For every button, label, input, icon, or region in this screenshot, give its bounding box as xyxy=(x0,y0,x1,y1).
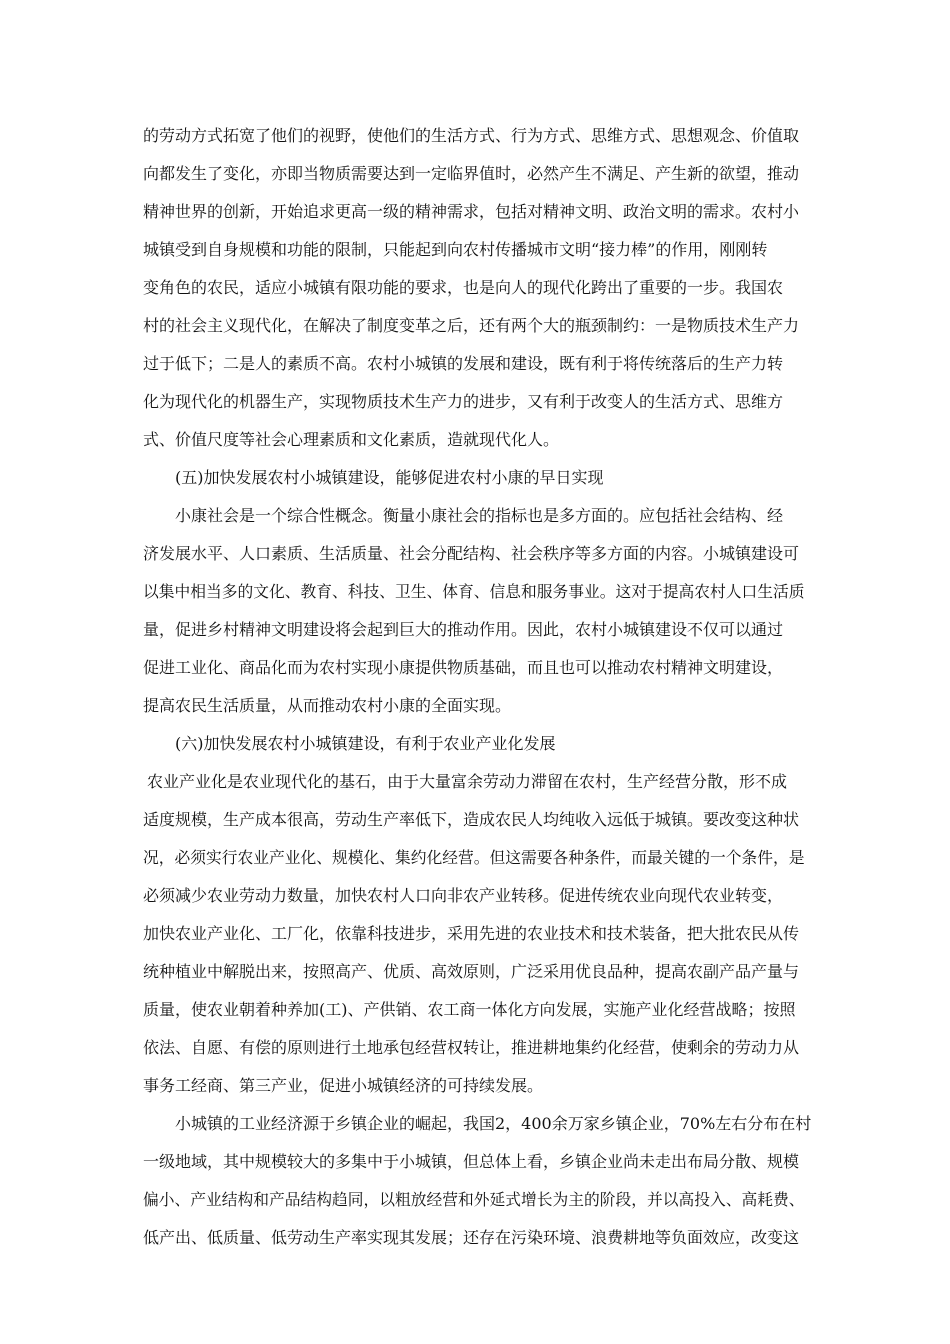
text-line: 适度规模，生产成本很高，劳动生产率低下，造成农民人均纯收入远低于城镇。要改变这种状 xyxy=(143,810,800,829)
text-line: 加快农业产业化、工厂化，依靠科技进步，采用先进的农业技术和技术装备，把大批农民从传 xyxy=(143,924,800,943)
text-line: 促进工业化、商品化而为农村实现小康提供物质基础，而且也可以推动农村精神文明建设， xyxy=(143,658,784,677)
section-heading-5: (五)加快发展农村小城镇建设，能够促进农村小康的早日实现 xyxy=(175,468,604,487)
text-line: 向都发生了变化，亦即当物质需要达到一定临界值时，必然产生不满足、产生新的欲望，推动 xyxy=(143,164,800,183)
text-line: 变角色的农民，适应小城镇有限功能的要求，也是向人的现代化跨出了重要的一步。我国农 xyxy=(143,278,784,297)
text-line: 量，促进乡村精神文明建设将会起到巨大的推动作用。因此，农村小城镇建设不仅可以通过 xyxy=(143,620,784,639)
text-line: 济发展水平、人口素质、生活质量、社会分配结构、社会秩序等多方面的内容。小城镇建设可 xyxy=(143,544,800,563)
text-line: 城镇受到自身规模和功能的限制，只能起到向农村传播城市文明“接力棒”的作用，刚刚转 xyxy=(143,240,768,259)
text-line: 化为现代化的机器生产，实现物质技术生产力的进步，又有利于改变人的生活方式、思维方 xyxy=(143,392,784,411)
text-line: 事务工经商、第三产业，促进小城镇经济的可持续发展。 xyxy=(143,1076,544,1095)
text-line: 低产出、低质量、低劳动生产率实现其发展；还存在污染环境、浪费耕地等负面效应，改变这 xyxy=(143,1228,800,1247)
text-line: 村的社会主义现代化，在解决了制度变革之后，还有两个大的瓶颈制约：一是物质技术生产力 xyxy=(143,316,800,335)
text-line: 精神世界的创新，开始追求更高一级的精神需求，包括对精神文明、政治文明的需求。农村小 xyxy=(143,202,800,221)
text-line: 必须减少农业劳动力数量，加快农村人口向非农产业转移。促进传统农业向现代农业转变， xyxy=(143,886,784,905)
text-line: 依法、自愿、有偿的原则进行土地承包经营权转让，推进耕地集约化经营，使剩余的劳动力从 xyxy=(143,1038,800,1057)
text-line: 况，必须实行农业产业化、规模化、集约化经营。但这需要各种条件，而最关键的一个条件，是 xyxy=(143,848,805,867)
paragraph-first-line: 小康社会是一个综合性概念。衡量小康社会的指标也是多方面的。应包括社会结构、经 xyxy=(175,506,784,525)
text-line: 的劳动方式拓宽了他们的视野，使他们的生活方式、行为方式、思维方式、思想观念、价值取 xyxy=(143,126,800,145)
section-heading-6: (六)加快发展农村小城镇建设，有利于农业产业化发展 xyxy=(175,734,556,753)
text-line: 提高农民生活质量，从而推动农村小康的全面实现。 xyxy=(143,696,512,715)
text-line: 统种植业中解脱出来，按照高产、优质、高效原则，广泛采用优良品种，提高农副产品产量与 xyxy=(143,962,800,981)
text-line: 以集中相当多的文化、教育、科技、卫生、体育、信息和服务事业。这对于提高农村人口生活质 xyxy=(143,582,805,601)
text-line: 质量，使农业朝着种养加(工)、产供销、农工商一体化方向发展，实施产业化经营战略；按照 xyxy=(143,1000,796,1019)
paragraph-first-line: 小城镇的工业经济源于乡镇企业的崛起，我国2，400余万家乡镇企业，70%左右分布在村 xyxy=(175,1114,812,1133)
text-line: 偏小、产业结构和产品结构趋同，以粗放经营和外延式增长为主的阶段，并以高投入、高耗费、 xyxy=(143,1190,805,1209)
paragraph-first-line: 农业产业化是农业现代化的基石，由于大量富余劳动力滞留在农村，生产经营分散，形不成 xyxy=(147,772,788,791)
text-line: 式、价值尺度等社会心理素质和文化素质，造就现代化人。 xyxy=(143,430,560,449)
text-line: 过于低下；二是人的素质不高。农村小城镇的发展和建设，既有利于将传统落后的生产力转 xyxy=(143,354,784,373)
text-line: 一级地域，其中规模较大的多集中于小城镇，但总体上看，乡镇企业尚未走出布局分散、规模 xyxy=(143,1152,800,1171)
